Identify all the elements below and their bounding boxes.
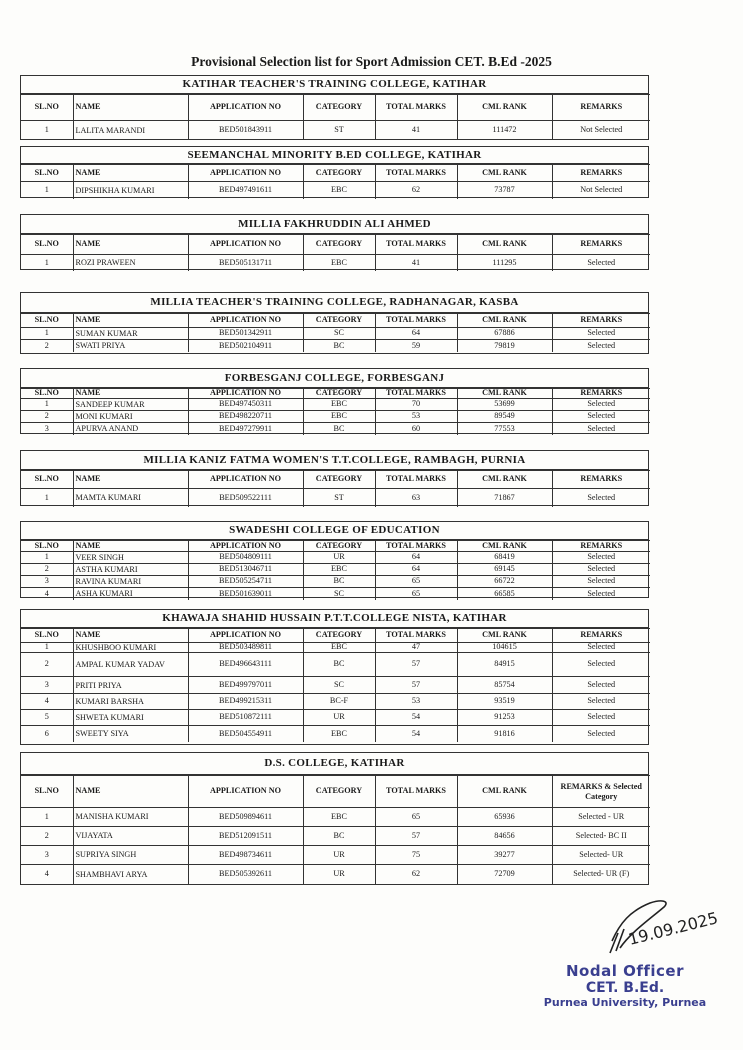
cell-sl: 2 — [21, 411, 73, 423]
table-row — [21, 643, 650, 653]
cell-name: VEER SINGH — [73, 552, 188, 564]
cell-sl: 3 — [21, 677, 73, 694]
selection-table — [21, 628, 650, 742]
cell-rank: 111295 — [457, 255, 552, 271]
cell-sl: 1 — [21, 552, 73, 564]
selection-table — [21, 94, 650, 140]
header-rank: CML RANK — [457, 389, 552, 399]
cell-marks: 65 — [375, 588, 457, 600]
cell-cat: BC — [303, 827, 375, 846]
cell-sl: 6 — [21, 726, 73, 742]
cell-sl: 2 — [21, 653, 73, 677]
selection-table — [21, 470, 650, 507]
cell-marks: 63 — [375, 489, 457, 507]
cell-app: BED505131711 — [188, 255, 303, 271]
table-row — [21, 552, 650, 564]
cell-remarks: Selected — [552, 710, 650, 726]
cell-sl: 1 — [21, 643, 73, 653]
cell-cat: EBC — [303, 808, 375, 827]
cell-cat: UR — [303, 865, 375, 884]
cell-marks: 57 — [375, 827, 457, 846]
table-row — [21, 328, 650, 340]
selection-table — [21, 313, 650, 352]
cell-marks: 53 — [375, 411, 457, 423]
header-app: APPLICATION NO — [188, 165, 303, 182]
cell-rank: 69145 — [457, 564, 552, 576]
cell-app: BED499797011 — [188, 677, 303, 694]
header-name: NAME — [73, 165, 188, 182]
cell-cat: SC — [303, 328, 375, 340]
header-rank: CML RANK — [457, 95, 552, 121]
cell-remarks: Selected — [552, 694, 650, 710]
cell-remarks: Selected — [552, 677, 650, 694]
cell-remarks: Selected — [552, 399, 650, 411]
college-title: SWADESHI COLLEGE OF EDUCATION — [21, 522, 648, 540]
cell-app: BED503489811 — [188, 643, 303, 653]
cell-app: BED498734611 — [188, 846, 303, 865]
cell-app: BED505254711 — [188, 576, 303, 588]
cell-remarks: Selected — [552, 552, 650, 564]
cell-app: BED509894611 — [188, 808, 303, 827]
header-cat: CATEGORY — [303, 314, 375, 328]
cell-cat: SC — [303, 588, 375, 600]
college-block — [20, 450, 649, 506]
college-block — [20, 214, 649, 270]
header-cat: CATEGORY — [303, 235, 375, 255]
table-row — [21, 808, 650, 827]
cell-marks: 59 — [375, 340, 457, 352]
cell-name: APURVA ANAND — [73, 423, 188, 435]
header-name: NAME — [73, 235, 188, 255]
header-remarks: REMARKS — [552, 629, 650, 643]
cell-marks: 41 — [375, 121, 457, 140]
cell-marks: 60 — [375, 423, 457, 435]
cell-app: BED498220711 — [188, 411, 303, 423]
header-rank: CML RANK — [457, 471, 552, 489]
cell-app: BED504809111 — [188, 552, 303, 564]
cell-app: BED496643111 — [188, 653, 303, 677]
cell-app: BED512091511 — [188, 827, 303, 846]
cell-sl: 4 — [21, 865, 73, 884]
table-row — [21, 121, 650, 140]
cell-rank: 71867 — [457, 489, 552, 507]
cell-name: PRITI PRIYA — [73, 677, 188, 694]
college-block — [20, 146, 649, 198]
header-marks: TOTAL MARKS — [375, 95, 457, 121]
cell-rank: 89549 — [457, 411, 552, 423]
header-cat: CATEGORY — [303, 165, 375, 182]
cell-rank: 93519 — [457, 694, 552, 710]
cell-marks: 64 — [375, 328, 457, 340]
header-cat: CATEGORY — [303, 471, 375, 489]
cell-rank: 66585 — [457, 588, 552, 600]
header-cat: CATEGORY — [303, 95, 375, 121]
cell-remarks: Selected — [552, 423, 650, 435]
table-row — [21, 255, 650, 271]
cell-name: VIJAYATA — [73, 827, 188, 846]
header-name: NAME — [73, 471, 188, 489]
cell-app: BED504554911 — [188, 726, 303, 742]
cell-rank: 104615 — [457, 643, 552, 653]
cell-cat: BC — [303, 423, 375, 435]
header-sl: SL.NO — [21, 165, 73, 182]
cell-sl: 1 — [21, 489, 73, 507]
header-app: APPLICATION NO — [188, 541, 303, 552]
cell-rank: 73787 — [457, 182, 552, 199]
cell-app: BED497491611 — [188, 182, 303, 199]
cell-app: BED497450311 — [188, 399, 303, 411]
cell-sl: 5 — [21, 710, 73, 726]
table-row — [21, 489, 650, 507]
cell-name: SHAMBHAVI ARYA — [73, 865, 188, 884]
cell-name: SUPRIYA SINGH — [73, 846, 188, 865]
college-title: D.S. COLLEGE, KATIHAR — [21, 753, 648, 775]
cell-rank: 53699 — [457, 399, 552, 411]
cell-cat: SC — [303, 677, 375, 694]
header-remarks: REMARKS — [552, 165, 650, 182]
cell-name: SWEETY SIYA — [73, 726, 188, 742]
header-cat: CATEGORY — [303, 776, 375, 808]
college-block — [20, 752, 649, 885]
cell-rank: 77553 — [457, 423, 552, 435]
header-rank: CML RANK — [457, 629, 552, 643]
cell-name: MANISHA KUMARI — [73, 808, 188, 827]
stamp-line-3: Purnea University, Purnea — [543, 996, 707, 1009]
cell-cat: EBC — [303, 255, 375, 271]
cell-remarks: Selected — [552, 653, 650, 677]
stamp-line-1: Nodal Officer — [566, 962, 684, 980]
cell-cat: ST — [303, 121, 375, 140]
table-header-row — [21, 95, 650, 121]
cell-sl: 3 — [21, 846, 73, 865]
cell-sl: 3 — [21, 423, 73, 435]
table-row — [21, 846, 650, 865]
cell-remarks: Selected — [552, 576, 650, 588]
header-cat: CATEGORY — [303, 541, 375, 552]
header-marks: TOTAL MARKS — [375, 235, 457, 255]
cell-name: SUMAN KUMAR — [73, 328, 188, 340]
cell-marks: 75 — [375, 846, 457, 865]
cell-app: BED502104911 — [188, 340, 303, 352]
college-block — [20, 292, 649, 354]
header-sl: SL.NO — [21, 389, 73, 399]
cell-name: LALITA MARANDI — [73, 121, 188, 140]
college-title: FORBESGANJ COLLEGE, FORBESGANJ — [21, 369, 648, 388]
cell-remarks: Selected — [552, 643, 650, 653]
cell-cat: EBC — [303, 411, 375, 423]
cell-sl: 1 — [21, 182, 73, 199]
table-header-row — [21, 629, 650, 643]
selection-table — [21, 388, 650, 435]
header-marks: TOTAL MARKS — [375, 471, 457, 489]
cell-marks: 70 — [375, 399, 457, 411]
cell-name: MONI KUMARI — [73, 411, 188, 423]
cell-cat: EBC — [303, 726, 375, 742]
header-rank: CML RANK — [457, 776, 552, 808]
cell-remarks: Selected — [552, 328, 650, 340]
cell-remarks: Selected — [552, 411, 650, 423]
cell-rank: 85754 — [457, 677, 552, 694]
cell-name: DIPSHIKHA KUMARI — [73, 182, 188, 199]
header-rank: CML RANK — [457, 314, 552, 328]
college-title: KHAWAJA SHAHID HUSSAIN P.T.T.COLLEGE NISTA, KATIHAR — [21, 610, 648, 628]
cell-sl: 2 — [21, 564, 73, 576]
header-sl: SL.NO — [21, 541, 73, 552]
cell-cat: BC-F — [303, 694, 375, 710]
cell-sl: 1 — [21, 399, 73, 411]
cell-name: RAVINA KUMARI — [73, 576, 188, 588]
cell-rank: 39277 — [457, 846, 552, 865]
cell-remarks: Not Selected — [552, 182, 650, 199]
college-title: MILLIA FAKHRUDDIN ALI AHMED — [21, 215, 648, 234]
cell-rank: 91253 — [457, 710, 552, 726]
header-sl: SL.NO — [21, 629, 73, 643]
cell-remarks: Selected- UR (F) — [552, 865, 650, 884]
cell-name: AMPAL KUMAR YADAV — [73, 653, 188, 677]
cell-marks: 54 — [375, 710, 457, 726]
cell-rank: 72709 — [457, 865, 552, 884]
table-row — [21, 865, 650, 884]
cell-name: SANDEEP KUMAR — [73, 399, 188, 411]
cell-sl: 2 — [21, 340, 73, 352]
header-remarks: REMARKS — [552, 471, 650, 489]
header-marks: TOTAL MARKS — [375, 389, 457, 399]
header-remarks: REMARKS & Selected Category — [552, 776, 650, 808]
header-sl: SL.NO — [21, 471, 73, 489]
header-sl: SL.NO — [21, 95, 73, 121]
header-app: APPLICATION NO — [188, 235, 303, 255]
table-row — [21, 710, 650, 726]
table-header-row — [21, 314, 650, 328]
cell-marks: 64 — [375, 564, 457, 576]
header-marks: TOTAL MARKS — [375, 165, 457, 182]
header-marks: TOTAL MARKS — [375, 314, 457, 328]
cell-remarks: Selected — [552, 340, 650, 352]
header-remarks: REMARKS — [552, 95, 650, 121]
college-block — [20, 368, 649, 434]
cell-remarks: Selected — [552, 564, 650, 576]
header-cat: CATEGORY — [303, 389, 375, 399]
cell-rank: 111472 — [457, 121, 552, 140]
header-remarks: REMARKS — [552, 389, 650, 399]
table-row — [21, 411, 650, 423]
table-header-row — [21, 235, 650, 255]
cell-marks: 65 — [375, 808, 457, 827]
cell-name: MAMTA KUMARI — [73, 489, 188, 507]
cell-cat: UR — [303, 552, 375, 564]
cell-cat: EBC — [303, 182, 375, 199]
cell-remarks: Not Selected — [552, 121, 650, 140]
selection-table — [21, 775, 650, 884]
header-app: APPLICATION NO — [188, 95, 303, 121]
cell-app: BED513046711 — [188, 564, 303, 576]
cell-sl: 4 — [21, 694, 73, 710]
cell-name: SHWETA KUMARI — [73, 710, 188, 726]
cell-cat: EBC — [303, 564, 375, 576]
header-remarks: REMARKS — [552, 314, 650, 328]
cell-marks: 64 — [375, 552, 457, 564]
cell-name: KHUSHBOO KUMARI — [73, 643, 188, 653]
cell-sl: 2 — [21, 827, 73, 846]
table-row — [21, 564, 650, 576]
signature-scribble — [590, 893, 730, 963]
cell-sl: 1 — [21, 808, 73, 827]
cell-remarks: Selected — [552, 489, 650, 507]
cell-sl: 4 — [21, 588, 73, 600]
table-row — [21, 827, 650, 846]
college-block — [20, 75, 649, 140]
cell-name: ASHA KUMARI — [73, 588, 188, 600]
cell-app: BED509522111 — [188, 489, 303, 507]
table-row — [21, 694, 650, 710]
table-row — [21, 576, 650, 588]
cell-app: BED510872111 — [188, 710, 303, 726]
header-marks: TOTAL MARKS — [375, 629, 457, 643]
college-title: MILLIA TEACHER'S TRAINING COLLEGE, RADHANAGAR, KASBA — [21, 293, 648, 313]
college-title: KATIHAR TEACHER'S TRAINING COLLEGE, KATIHAR — [21, 76, 648, 94]
nodal-officer-stamp — [525, 962, 725, 1009]
header-remarks: REMARKS — [552, 541, 650, 552]
table-row — [21, 182, 650, 199]
signature-date: 19.09.2025 — [626, 908, 720, 949]
cell-rank: 84915 — [457, 653, 552, 677]
cell-app: BED505392611 — [188, 865, 303, 884]
table-row — [21, 399, 650, 411]
header-marks: TOTAL MARKS — [375, 776, 457, 808]
cell-remarks: Selected — [552, 588, 650, 600]
header-name: NAME — [73, 314, 188, 328]
cell-rank: 79819 — [457, 340, 552, 352]
cell-rank: 66722 — [457, 576, 552, 588]
cell-marks: 41 — [375, 255, 457, 271]
cell-app: BED499215311 — [188, 694, 303, 710]
header-marks: TOTAL MARKS — [375, 541, 457, 552]
table-row — [21, 653, 650, 677]
cell-name: ASTHA KUMARI — [73, 564, 188, 576]
table-row — [21, 340, 650, 352]
cell-marks: 62 — [375, 865, 457, 884]
cell-remarks: Selected - UR — [552, 808, 650, 827]
header-rank: CML RANK — [457, 541, 552, 552]
header-sl: SL.NO — [21, 314, 73, 328]
selection-table — [21, 234, 650, 271]
cell-sl: 1 — [21, 255, 73, 271]
college-block — [20, 521, 649, 598]
table-header-row — [21, 165, 650, 182]
header-app: APPLICATION NO — [188, 629, 303, 643]
cell-rank: 91816 — [457, 726, 552, 742]
header-sl: SL.NO — [21, 776, 73, 808]
cell-cat: EBC — [303, 643, 375, 653]
cell-cat: BC — [303, 653, 375, 677]
table-header-row — [21, 471, 650, 489]
cell-marks: 47 — [375, 643, 457, 653]
cell-sl: 3 — [21, 576, 73, 588]
table-row — [21, 423, 650, 435]
cell-rank: 67886 — [457, 328, 552, 340]
cell-name: ROZI PRAWEEN — [73, 255, 188, 271]
header-sl: SL.NO — [21, 235, 73, 255]
cell-cat: BC — [303, 340, 375, 352]
cell-cat: BC — [303, 576, 375, 588]
cell-marks: 62 — [375, 182, 457, 199]
cell-cat: ST — [303, 489, 375, 507]
table-row — [21, 726, 650, 742]
cell-marks: 54 — [375, 726, 457, 742]
cell-cat: EBC — [303, 399, 375, 411]
header-name: NAME — [73, 389, 188, 399]
stamp-line-2: CET. B.Ed. — [585, 980, 665, 996]
cell-remarks: Selected — [552, 255, 650, 271]
cell-marks: 65 — [375, 576, 457, 588]
table-header-row — [21, 389, 650, 399]
cell-app: BED497279911 — [188, 423, 303, 435]
cell-name: KUMARI BARSHA — [73, 694, 188, 710]
cell-rank: 84656 — [457, 827, 552, 846]
selection-table — [21, 540, 650, 600]
header-name: NAME — [73, 776, 188, 808]
cell-rank: 68419 — [457, 552, 552, 564]
document-title: Provisional Selection list for Sport Admission CET. B.Ed -2025 — [191, 54, 552, 69]
cell-sl: 1 — [21, 121, 73, 140]
header-rank: CML RANK — [457, 235, 552, 255]
cell-marks: 57 — [375, 677, 457, 694]
cell-remarks: Selected- BC II — [552, 827, 650, 846]
cell-remarks: Selected- UR — [552, 846, 650, 865]
header-rank: CML RANK — [457, 165, 552, 182]
signature — [590, 893, 730, 963]
table-header-row — [21, 776, 650, 808]
cell-rank: 65936 — [457, 808, 552, 827]
header-app: APPLICATION NO — [188, 471, 303, 489]
header-remarks: REMARKS — [552, 235, 650, 255]
cell-marks: 53 — [375, 694, 457, 710]
cell-marks: 57 — [375, 653, 457, 677]
header-app: APPLICATION NO — [188, 314, 303, 328]
college-title: SEEMANCHAL MINORITY B.ED COLLEGE, KATIHAR — [21, 147, 648, 164]
cell-app: BED501843911 — [188, 121, 303, 140]
table-row — [21, 677, 650, 694]
header-app: APPLICATION NO — [188, 389, 303, 399]
cell-cat: UR — [303, 710, 375, 726]
cell-app: BED501342911 — [188, 328, 303, 340]
cell-name: SWATI PRIYA — [73, 340, 188, 352]
header-cat: CATEGORY — [303, 629, 375, 643]
college-block — [20, 609, 649, 745]
college-title: MILLIA KANIZ FATMA WOMEN'S T.T.COLLEGE, RAMBAGH, PURNIA — [21, 451, 648, 470]
header-name: NAME — [73, 541, 188, 552]
cell-sl: 1 — [21, 328, 73, 340]
header-name: NAME — [73, 95, 188, 121]
cell-app: BED501639011 — [188, 588, 303, 600]
selection-table — [21, 164, 650, 199]
table-row — [21, 588, 650, 600]
cell-remarks: Selected — [552, 726, 650, 742]
cell-cat: UR — [303, 846, 375, 865]
header-name: NAME — [73, 629, 188, 643]
table-header-row — [21, 541, 650, 552]
header-app: APPLICATION NO — [188, 776, 303, 808]
